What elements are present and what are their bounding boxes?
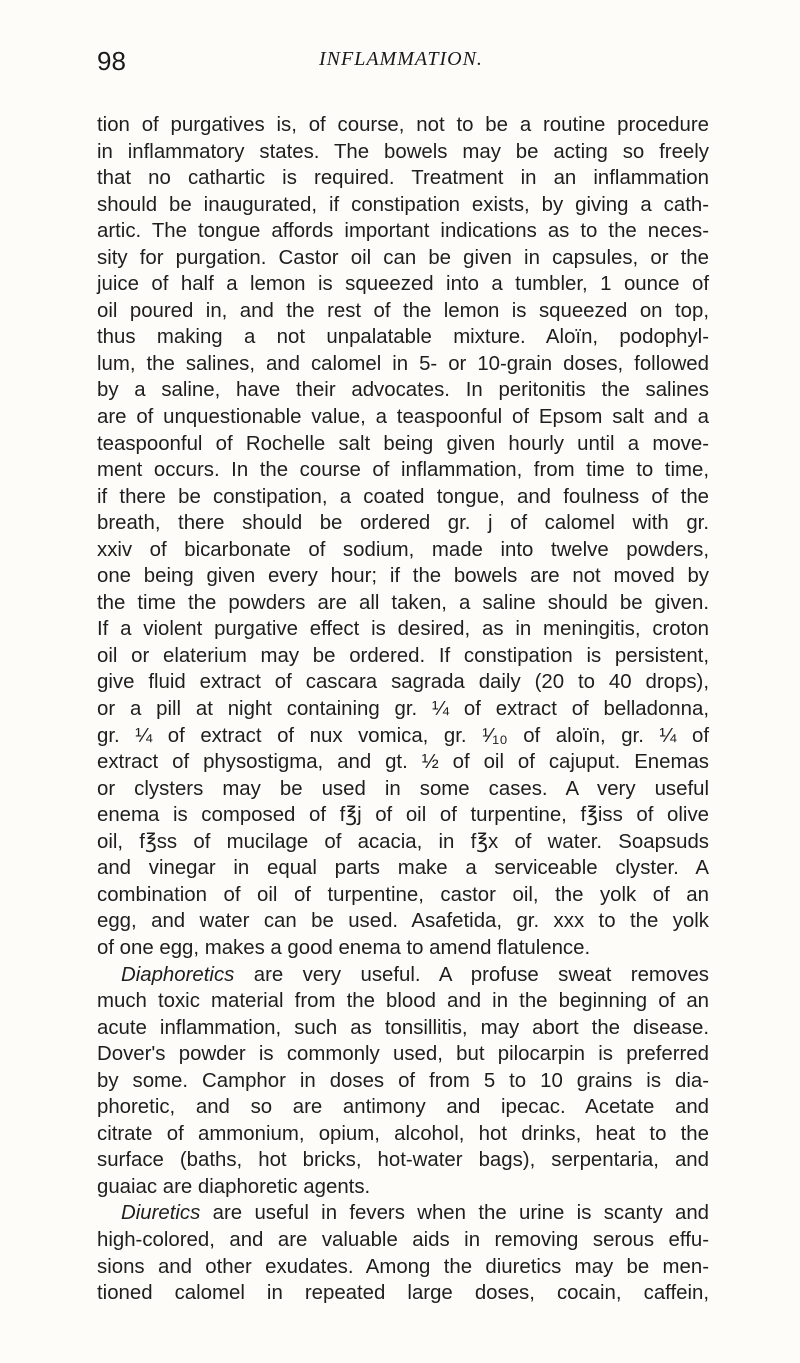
text-line [97, 431, 709, 458]
text-line [97, 1227, 709, 1254]
text-line [97, 616, 709, 643]
text-line [97, 776, 709, 803]
text-line [97, 590, 709, 617]
text-line-content: by a saline, have their advocates. In peritonitis the salines [97, 379, 709, 402]
text-line-content: high-colored, and are valuable aids in removing serous effu- [97, 1228, 709, 1251]
text-line [97, 192, 709, 219]
text-line-content: or a pill at night containing gr. ¼ of extract of belladonna, [97, 698, 709, 721]
text-line [97, 112, 709, 139]
text-line-content: phoretic, and so are antimony and ipecac. Acetate and [97, 1096, 709, 1119]
text-line [97, 324, 709, 351]
text-line [97, 1174, 709, 1201]
text-line-content: juice of half a lemon is squeezed into a tumbler, 1 ounce of [97, 273, 709, 296]
running-head: INFLAMMATION. [319, 48, 483, 70]
text-line-content: are very useful. A profuse sweat removes [234, 963, 709, 986]
text-line [97, 723, 709, 750]
text-line [97, 829, 709, 856]
page-number: 98 [97, 46, 126, 76]
text-line-content: oil or elaterium may be ordered. If constipation is persistent, [97, 644, 709, 667]
text-line [97, 1068, 709, 1095]
text-line-content: xxiv of bicarbonate of sodium, made into twelve powders, [97, 538, 709, 561]
text-line-content: of one egg, makes a good enema to amend flatulence. [97, 936, 591, 959]
text-line-content: the time the powders are all taken, a saline should be given. [97, 591, 709, 614]
text-line-content: oil, f℥ss of mucilage of acacia, in f℥x of water. Soapsuds [97, 830, 709, 853]
text-line [97, 271, 709, 298]
text-line-content: combination of oil of turpentine, castor oil, the yolk of an [97, 883, 709, 906]
text-line [97, 882, 709, 909]
text-line [97, 245, 709, 272]
text-line-content: if there be constipation, a coated tongue, and foulness of the [97, 485, 709, 508]
text-line [97, 802, 709, 829]
text-line-content: surface (baths, hot bricks, hot-water bags), serpentaria, and [97, 1149, 709, 1172]
text-line-content: and vinegar in equal parts make a serviceable clyster. A [97, 857, 709, 880]
text-line-content: citrate of ammonium, opium, alcohol, hot drinks, heat to the [97, 1122, 709, 1145]
text-line-content: give fluid extract of cascara sagrada daily (20 to 40 drops), [97, 671, 709, 694]
text-line [97, 165, 709, 192]
text-line [97, 563, 709, 590]
text-line [97, 1041, 709, 1068]
text-line-content: enema is composed of f℥j of oil of turpentine, f℥iss of olive [97, 804, 709, 827]
text-line-content: egg, and water can be used. Asafetida, gr. xxx to the yolk [97, 910, 709, 933]
text-line-content: extract of physostigma, and gt. ½ of oil of cajuput. Enemas [97, 751, 709, 774]
text-line-content: much toxic material from the blood and in the beginning of an [97, 990, 709, 1013]
text-line [97, 1200, 709, 1227]
text-line-content: sity for purgation. Castor oil can be given in capsules, or the [97, 246, 709, 269]
text-line-content: or clysters may be used in some cases. A very useful [97, 777, 709, 800]
text-line-content: tion of purgatives is, of course, not to be a routine procedure [97, 114, 709, 136]
text-line [97, 139, 709, 166]
text-line [97, 749, 709, 776]
text-line [97, 1121, 709, 1148]
text-line-content: are useful in fevers when the urine is scanty and [200, 1202, 709, 1225]
text-line-content: should be inaugurated, if constipation exists, by giving a cath- [97, 193, 709, 216]
text-line-content: gr. ¼ of extract of nux vomica, gr. ¹⁄₁₀ of aloïn, gr. ¼ of [97, 724, 709, 747]
text-line [97, 643, 709, 670]
text-line [97, 404, 709, 431]
text-line [97, 1015, 709, 1042]
text-line-content: thus making a not unpalatable mixture. Aloïn, podophyl- [97, 326, 709, 349]
text-line [97, 377, 709, 404]
text-line-content: If a violent purgative effect is desired, as in meningitis, croton [97, 618, 709, 641]
text-line [97, 988, 709, 1015]
text-line-content: lum, the salines, and calomel in 5- or 10-grain doses, followed [97, 352, 709, 375]
text-line [97, 537, 709, 564]
text-line [97, 908, 709, 935]
text-line [97, 1147, 709, 1174]
text-line-content: oil poured in, and the rest of the lemon is squeezed on top, [97, 299, 709, 322]
text-line-content: guaiac are diaphoretic agents. [97, 1175, 371, 1198]
text-line-content: ment occurs. In the course of inflammation, from time to time, [97, 459, 709, 482]
text-line-content: teaspoonful of Rochelle salt being given hourly until a move- [97, 432, 709, 455]
text-line-content: sions and other exudates. Among the diuretics may be men- [97, 1255, 709, 1278]
text-line [97, 1280, 709, 1307]
text-line-content: artic. The tongue affords important indications as to the neces- [97, 220, 709, 243]
section-heading: Diuretics [121, 1202, 201, 1225]
text-line-content: one being given every hour; if the bowels are not moved by [97, 565, 709, 588]
text-line-content: acute inflammation, such as tonsillitis, may abort the disease. [97, 1016, 709, 1039]
text-line [97, 298, 709, 325]
text-line [97, 351, 709, 378]
body-text [97, 112, 709, 1307]
text-line [97, 962, 709, 989]
text-line-content: that no cathartic is required. Treatment in an inflammation [97, 167, 709, 190]
section-heading: Diaphoretics [121, 963, 235, 986]
text-line [97, 669, 709, 696]
text-line [97, 484, 709, 511]
text-line-content: by some. Camphor in doses of from 5 to 10 grains is dia- [97, 1069, 709, 1092]
text-line-content: are of unquestionable value, a teaspoonful of Epsom salt and a [97, 406, 709, 429]
text-line [97, 855, 709, 882]
text-line [97, 696, 709, 723]
text-line [97, 457, 709, 484]
text-line [97, 218, 709, 245]
text-line-content: tioned calomel in repeated large doses, cocain, caffein, [97, 1282, 709, 1305]
text-line-content: Dover's powder is commonly used, but pilocarpin is preferred [97, 1043, 709, 1066]
page-header [97, 46, 717, 74]
text-line [97, 510, 709, 537]
text-line-content: in inflammatory states. The bowels may be acting so freely [97, 140, 709, 163]
text-line [97, 1094, 709, 1121]
text-line [97, 935, 709, 962]
text-line [97, 1254, 709, 1281]
text-line-content: breath, there should be ordered gr. j of calomel with gr. [97, 512, 709, 535]
